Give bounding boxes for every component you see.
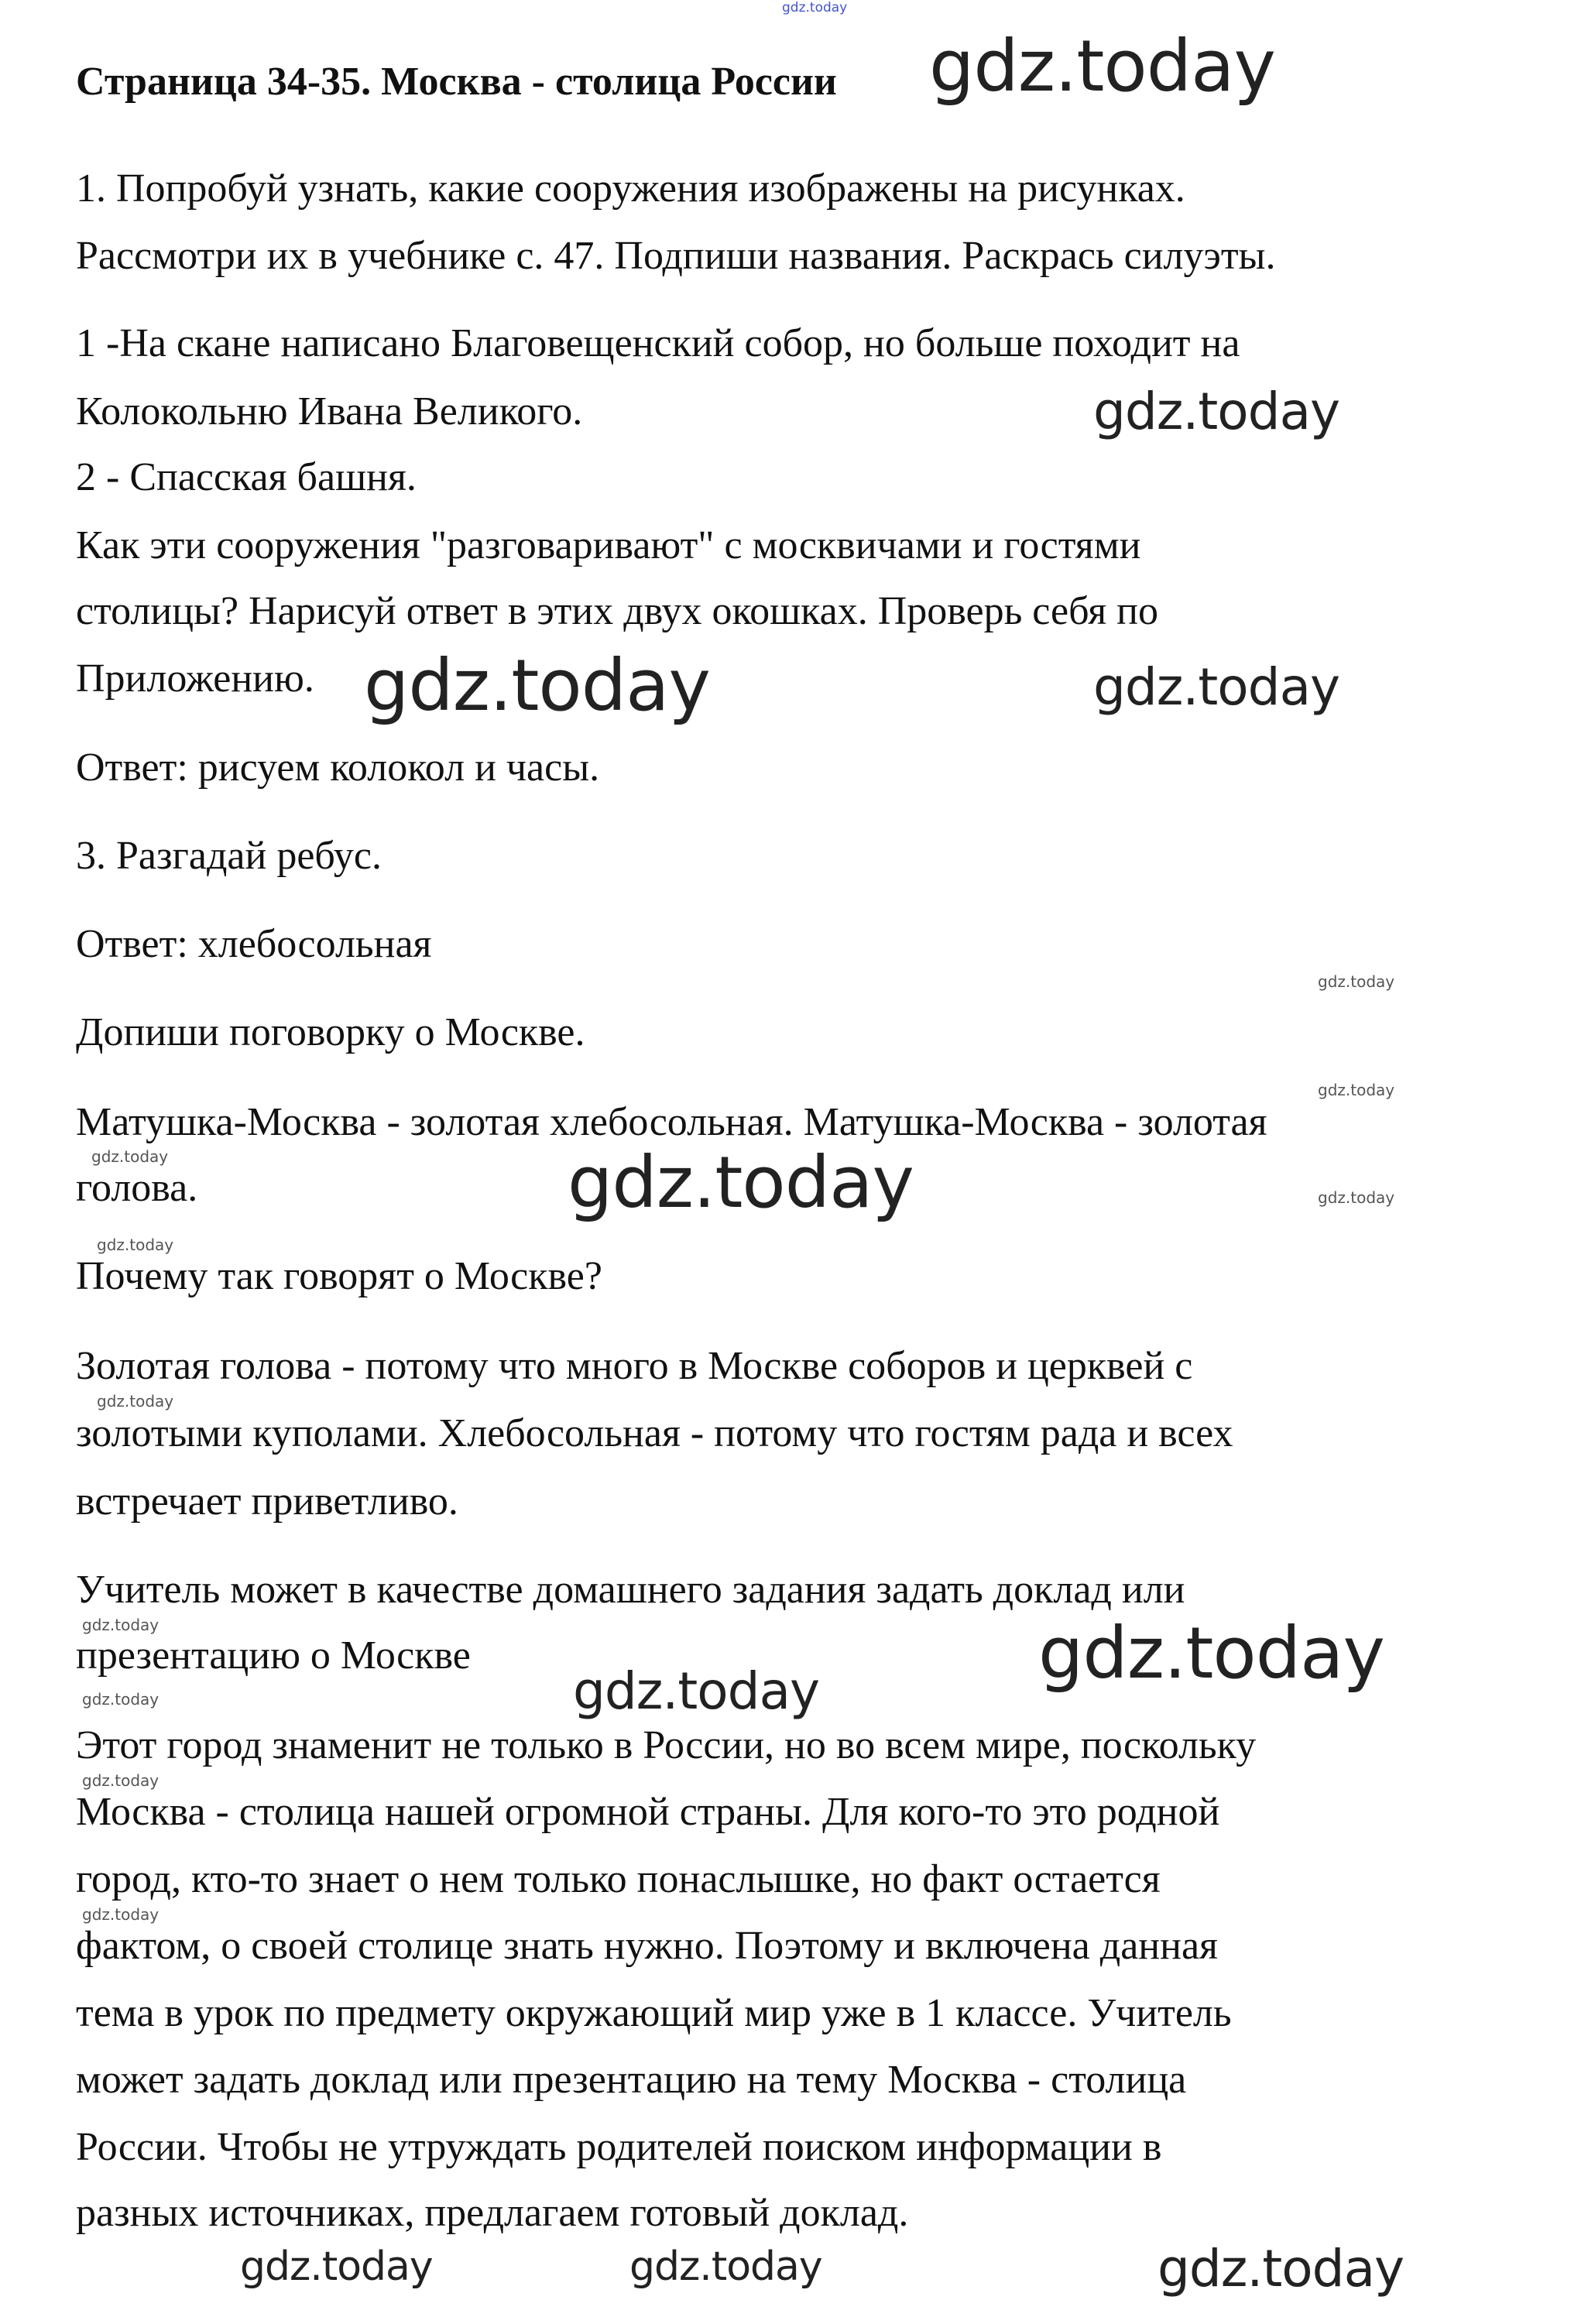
watermark: gdz.today — [929, 25, 1275, 108]
text-line: встречает приветливо. — [76, 1479, 458, 1524]
watermark: gdz.today — [1318, 972, 1395, 991]
watermark: gdz.today — [1158, 2239, 1405, 2298]
watermark: gdz.today — [91, 1147, 169, 1166]
text-line: Допиши поговорку о Москве. — [76, 1010, 585, 1054]
text-line: может задать доклад или презентацию на тему Москва - столица — [76, 2058, 1187, 2102]
text-line: разных источниках, предлагаем готовый доклад. — [76, 2191, 909, 2235]
watermark: gdz.today — [82, 1616, 159, 1634]
watermark: gdz.today — [240, 2243, 433, 2290]
text-line: Ответ: хлебосольная — [76, 922, 432, 966]
watermark: gdz.today — [1093, 382, 1340, 441]
text-line: 1. Попробуй узнать, какие сооружения изображены на рисунках. — [76, 166, 1185, 211]
text-line: Почему так говорят о Москве? — [76, 1254, 602, 1298]
watermark: gdz.today — [97, 1392, 174, 1411]
text-line: Рассмотри их в учебнике с. 47. Подпиши названия. Раскрась силуэты. — [76, 234, 1276, 278]
watermark: gdz.today — [573, 1661, 820, 1721]
text-line: Колокольню Ивана Великого. — [76, 389, 583, 434]
watermark: gdz.today — [1038, 1612, 1384, 1695]
watermark: gdz.today — [1093, 657, 1340, 717]
watermark: gdz.today — [1318, 1081, 1395, 1099]
text-line: России. Чтобы не утруждать родителей поиском информации в — [76, 2125, 1162, 2169]
text-line: Этот город знаменит не только в России, но во всем мире, поскольку — [76, 1723, 1257, 1767]
page-title: Страница 34-35. Москва - столица России — [76, 60, 837, 104]
text-line: Золотая голова - потому что много в Москве соборов и церквей с — [76, 1344, 1193, 1388]
watermark: gdz.today — [1318, 1188, 1395, 1207]
text-line: 3. Разгадай ребус. — [76, 834, 382, 878]
text-line: тема в урок по предмету окружающий мир уже в 1 классе. Учитель — [76, 1991, 1232, 2035]
text-line: Матушка-Москва - золотая хлебосольная. Матушка-Москва - золотая — [76, 1100, 1267, 1144]
watermark: gdz.today — [82, 1905, 159, 1924]
watermark: gdz.today — [364, 644, 710, 727]
watermark: gdz.today — [568, 1141, 914, 1224]
text-line: Учитель может в качестве домашнего задания задать доклад или — [76, 1568, 1185, 1612]
watermark: gdz.today — [82, 1771, 159, 1790]
watermark: gdz.today — [97, 1236, 174, 1254]
text-line: Ответ: рисуем колокол и часы. — [76, 746, 600, 790]
watermark: gdz.today — [629, 2243, 822, 2290]
text-line: 1 -На скане написано Благовещенский собор, но больше походит на — [76, 321, 1240, 365]
text-line: презентацию о Москве — [76, 1633, 471, 1678]
text-line: город, кто-то знает о нем только понаслышке, но факт остается — [76, 1857, 1161, 1901]
text-line: голова. — [76, 1166, 198, 1210]
text-line: Как эти сооружения "разговаривают" с москвичами и гостями — [76, 523, 1141, 567]
text-line: столицы? Нарисуй ответ в этих двух окошках. Проверь себя по — [76, 589, 1159, 633]
watermark: gdz.today — [82, 1690, 159, 1709]
text-line: золотыми куполами. Хлебосольная - потому что гостям рада и всех — [76, 1411, 1233, 1455]
text-line: Приложению. — [76, 656, 314, 701]
text-line: 2 - Спасская башня. — [76, 455, 417, 499]
watermark-top: gdz.today — [782, 0, 848, 15]
text-line: Москва - столица нашей огромной страны. Для кого-то это родной — [76, 1790, 1220, 1834]
text-line: фактом, о своей столице знать нужно. Поэтому и включена данная — [76, 1924, 1218, 1968]
